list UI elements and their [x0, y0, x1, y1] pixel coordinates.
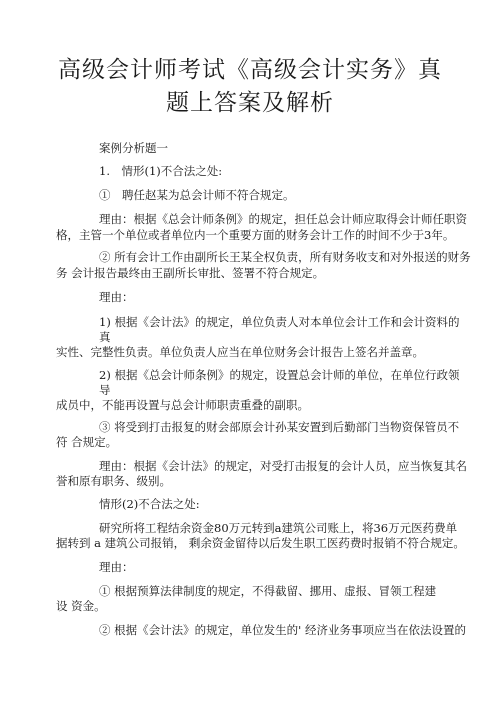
- paragraph-line: 设 资金。: [56, 599, 106, 613]
- paragraph-line: 据转到 a 建筑公司报销， 剩余资金留待以后发生职工医药费时报销不符合规定。: [56, 536, 465, 550]
- paragraph-line: 研究所将工程结余资金80万元转到a建筑公司账上，将36万元医药费单: [99, 521, 458, 535]
- paragraph-line: 誉和原有职务、级别。: [56, 474, 171, 488]
- paragraph-line: ③ 将受到打击报复的财会部原会计孙某安置到后勤部门当物资保管员不: [99, 420, 460, 434]
- paragraph-line: 理由：: [99, 290, 134, 304]
- paragraph-line: 格，主管一个单位或者单位内一个重要方面的财务会计工作的时间不少于3年。: [56, 228, 455, 242]
- document-title-line-1: 高级会计师考试《高级会计实务》真: [58, 57, 442, 83]
- paragraph-line: 理由：根据《会计法》的规定，对受打击报复的会计人员，应当恢复其名: [99, 459, 467, 473]
- item-heading: 情形(2)不合法之处:: [99, 497, 200, 511]
- paragraph-line: 务 会计报告最终由王副所长审批、签署不符合规定。: [56, 266, 325, 280]
- section-heading: 案例分析题一: [99, 141, 168, 155]
- paragraph-line: 成员中，不能再设置与总会计师职责重叠的副职。: [56, 398, 309, 412]
- item-heading: 1. 情形(1)不合法之处:: [99, 164, 223, 178]
- paragraph-line: 导: [99, 383, 111, 397]
- document-title-line-2: 题上答案及解析: [166, 90, 334, 116]
- paragraph-line: 符 合规定。: [56, 435, 118, 449]
- paragraph-line: 真: [99, 330, 111, 344]
- paragraph-line: ② 所有会计工作由副所长王某全权负责，所有财务收支和对外报送的财务: [99, 250, 471, 264]
- paragraph-line: 理由：: [99, 560, 134, 574]
- paragraph-line: ① 聘任赵某为总会计师不符合规定。: [99, 188, 295, 202]
- paragraph-line: 实性、完整性负责。单位负责人应当在单位财务会计报告上签名并盖章。: [56, 345, 424, 359]
- paragraph-line: 1) 根据《会计法》的规定，单位负责人对本单位会计工作和会计资料的: [99, 315, 460, 329]
- paragraph-line: ① 根据预算法律制度的规定，不得截留、挪用、虚报、冒领工程建: [99, 584, 437, 598]
- paragraph-line: 理由：根据《总会计师条例》的规定，担任总会计师应取得会计师任职资: [99, 212, 467, 226]
- paragraph-line: 2) 根据《总会计师条例》的规定，设置总会计师的单位，在单位行政领: [99, 368, 460, 382]
- paragraph-line: ② 根据《会计法》的规定，单位发生的' 经济业务事项应当在依法设置的: [99, 623, 466, 637]
